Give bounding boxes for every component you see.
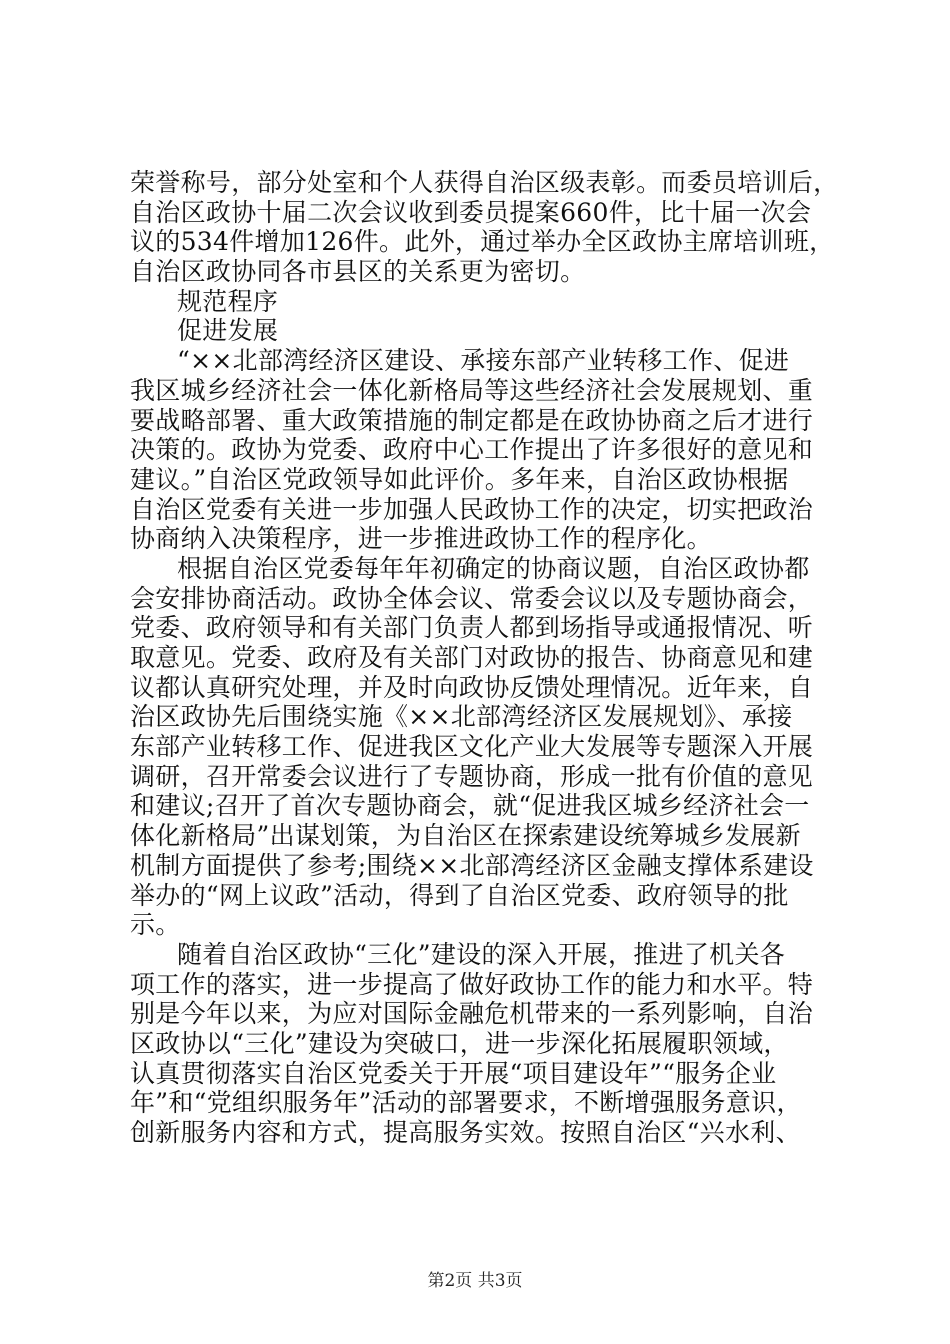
text-line: 议的534件增加126件。此外，通过举办全区政协主席培训班， — [130, 227, 835, 257]
text-line: 调研，召开常委会议进行了专题协商，形成一批有价值的意见 — [130, 761, 814, 791]
text-line: 根据自治区党委每年年初确定的协商议题，自治区政协都 — [177, 553, 810, 583]
text-line: 认真贯彻落实自治区党委关于开展“项目建设年”“服务企业 — [130, 1058, 777, 1088]
text-line: 会安排协商活动。政协全体会议、常委会议以及专题协商会， — [130, 583, 814, 613]
text-line: 我区城乡经济社会一体化新格局等这些经济社会发展规划、重 — [130, 375, 814, 405]
text-line: 治区政协先后围绕实施《××北部湾经济区发展规划》、承接 — [130, 702, 793, 732]
text-line: 体化新格局”出谋划策，为自治区在探索建设统筹城乡发展新 — [130, 821, 801, 851]
text-line: 决策的。政协为党委、政府中心工作提出了许多很好的意见和 — [130, 435, 814, 465]
text-line: 建议。”自治区党政领导如此评价。多年来，自治区政协根据 — [130, 464, 789, 494]
text-line: 自治区政协十届二次会议收到委员提案660件，比十届一次会 — [130, 197, 812, 227]
page-footer: 第2页 共3页 — [427, 1271, 523, 1291]
text-line: 自治区政协同各市县区的关系更为密切。 — [130, 257, 586, 287]
text-line: “××北部湾经济区建设、承接东部产业转移工作、促进 — [177, 346, 790, 376]
text-line: 别是今年以来，为应对国际金融危机带来的一系列影响，自治 — [130, 999, 814, 1029]
text-line: 取意见。党委、政府及有关部门对政协的报告、协商意见和建 — [130, 643, 814, 672]
text-line: 东部产业转移工作、促进我区文化产业大发展等专题深入开展 — [130, 732, 814, 762]
text-line: 自治区党委有关进一步加强人民政协工作的决定，切实把政治 — [130, 494, 814, 524]
text-line: 机制方面提供了参考;围绕××北部湾经济区金融支撑体系建设 — [130, 850, 814, 880]
text-line: 区政协以“三化”建设为突破口，进一步深化拓展履职领域， — [130, 1028, 789, 1058]
text-line: 促进发展 — [177, 316, 279, 346]
text-line: 年”和“党组织服务年”活动的部署要求，不断增强服务意识， — [130, 1088, 802, 1118]
text-line: 协商纳入决策程序，进一步推进政协工作的程序化。 — [130, 524, 712, 554]
text-line: 举办的“网上议政”活动，得到了自治区党委、政府领导的批 — [130, 880, 789, 910]
text-line: 议都认真研究处理，并及时向政协反馈处理情况。近年来，自 — [130, 672, 814, 702]
text-line: 荣誉称号，部分处室和个人获得自治区级表彰。而委员培训后， — [130, 168, 839, 197]
text-line: 党委、政府领导和有关部门负责人都到场指导或通报情况、听 — [130, 613, 814, 643]
text-line: 要战略部署、重大政策措施的制定都是在政协协商之后才进行 — [130, 405, 814, 435]
text-line: 规范程序 — [177, 286, 279, 316]
text-line: 示。 — [130, 910, 181, 940]
text-line: 创新服务内容和方式，提高服务实效。按照自治区“兴水利、 — [130, 1118, 801, 1147]
document-body — [130, 168, 839, 1148]
text-line: 随着自治区政协“三化”建设的深入开展，推进了机关各 — [177, 939, 786, 969]
text-line: 和建议;召开了首次专题协商会，就“促进我区城乡经济社会一 — [130, 791, 810, 821]
text-line: 项工作的落实，进一步提高了做好政协工作的能力和水平。特 — [130, 969, 814, 999]
